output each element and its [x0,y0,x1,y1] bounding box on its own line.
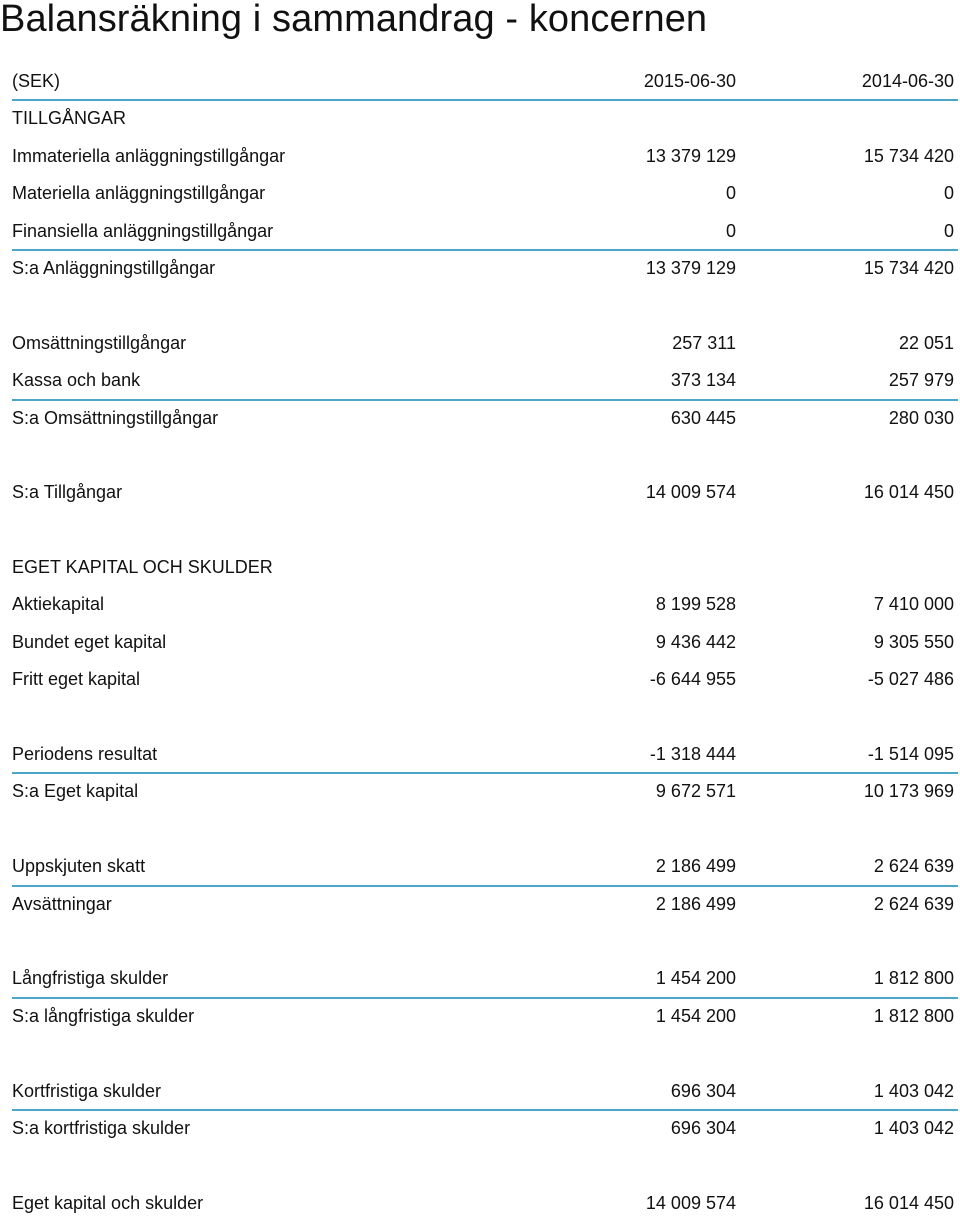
row-label: EGET KAPITAL OCH SKULDER [12,557,273,578]
value-2014-06-30: 1 812 800 [873,1005,954,1026]
row-label: S:a Anläggningstillgångar [12,257,216,278]
row-label: Periodens resultat [12,744,158,765]
value-2015-06-30: 696 304 [670,1080,736,1101]
row-label: S:a kortfristiga skulder [12,1117,191,1138]
table-row [12,175,958,212]
table-row [12,998,958,1035]
table-row [12,1110,958,1147]
value-2014-06-30: 22 051 [898,332,954,353]
table-row [12,213,958,250]
value-2015-06-30: 13 379 129 [645,145,736,166]
row-label: Aktiekapital [12,594,105,615]
row-label: Finansiella anläggningstillgångar [12,220,274,241]
value-2014-06-30: 15 734 420 [863,257,954,278]
table-row [12,848,958,885]
table-row [12,549,958,586]
table-row [12,960,958,997]
row-label: Kortfristiga skulder [12,1080,162,1101]
row-label: Uppskjuten skatt [12,856,146,877]
table-row [12,661,958,698]
spacer-row [12,512,958,549]
table-row [12,474,958,511]
spacer-row [12,811,958,848]
value-2015-06-30: -6 644 955 [649,669,736,690]
spacer-row [12,287,958,324]
value-2015-06-30: 630 445 [670,407,736,428]
row-label: TILLGÅNGAR [12,108,127,129]
value-2015-06-30: 9 436 442 [655,631,736,652]
value-2015-06-30: 2015-06-30 [643,71,736,91]
value-2014-06-30: 1 403 042 [873,1117,954,1138]
value-2015-06-30: 2 186 499 [655,856,736,877]
row-label: Avsättningar [12,893,112,914]
value-2014-06-30: 0 [943,183,954,204]
row-label: Kassa och bank [12,370,141,391]
row-label: Långfristiga skulder [12,968,169,989]
value-2015-06-30: 0 [725,220,736,241]
value-2014-06-30: 15 734 420 [863,145,954,166]
spacer-row [12,699,958,736]
value-2014-06-30: 10 173 969 [863,781,954,802]
value-2015-06-30: 8 199 528 [655,594,736,615]
value-2015-06-30: 1 454 200 [655,1005,736,1026]
table-row [12,886,958,923]
table-row [12,1073,958,1110]
row-label: S:a Omsättningstillgångar [12,407,219,428]
value-2014-06-30: 0 [943,220,954,241]
value-2014-06-30: 257 979 [888,370,954,391]
table-row [12,100,958,137]
spacer-row [12,1147,958,1184]
value-2014-06-30: 16 014 450 [863,482,954,503]
row-label: Omsättningstillgångar [12,332,187,353]
value-2014-06-30: 2014-06-30 [861,71,954,91]
value-2015-06-30: 2 186 499 [655,893,736,914]
table-row [12,773,958,810]
table-row [12,63,958,100]
value-2015-06-30: 14 009 574 [645,482,736,503]
balance-sheet-table [12,63,958,1222]
value-2014-06-30: 9 305 550 [873,631,954,652]
value-2015-06-30: 1 454 200 [655,968,736,989]
table-row [12,586,958,623]
row-label: Bundet eget kapital [12,631,167,652]
value-2015-06-30: 13 379 129 [645,257,736,278]
spacer-row [12,437,958,474]
value-2014-06-30: 2 624 639 [873,856,954,877]
table-row [12,250,958,287]
value-2015-06-30: -1 318 444 [649,744,736,765]
table-row [12,624,958,661]
row-label: (SEK) [12,71,61,91]
value-2015-06-30: 257 311 [672,332,736,353]
row-label: S:a långfristiga skulder [12,1005,195,1026]
table-row [12,325,958,362]
table-row [12,1185,958,1222]
value-2015-06-30: 14 009 574 [645,1192,736,1213]
spacer-row [12,923,958,960]
row-label: S:a Tillgångar [12,482,123,503]
value-2015-06-30: 373 134 [670,370,736,391]
table-row [12,400,958,437]
value-2014-06-30: 280 030 [888,407,954,428]
row-label: Immateriella anläggningstillgångar [12,145,286,166]
table-row [12,736,958,773]
value-2014-06-30: 7 410 000 [873,594,954,615]
row-label: Eget kapital och skulder [12,1192,204,1213]
row-label: Materiella anläggningstillgångar [12,183,266,204]
value-2014-06-30: 1 403 042 [873,1080,954,1101]
value-2015-06-30: 0 [725,183,736,204]
spacer-row [12,1035,958,1072]
value-2015-06-30: 696 304 [670,1117,736,1138]
value-2014-06-30: -5 027 486 [867,669,954,690]
value-2014-06-30: -1 514 095 [867,744,954,765]
value-2014-06-30: 16 014 450 [863,1192,954,1213]
value-2014-06-30: 2 624 639 [873,893,954,914]
value-2014-06-30: 1 812 800 [873,968,954,989]
value-2015-06-30: 9 672 571 [655,781,736,802]
table-row [12,362,958,399]
page-title: Balansräkning i sammandrag - koncernen [0,0,708,40]
row-label: S:a Eget kapital [12,781,139,802]
row-label: Fritt eget kapital [12,669,141,690]
table-row [12,138,958,175]
